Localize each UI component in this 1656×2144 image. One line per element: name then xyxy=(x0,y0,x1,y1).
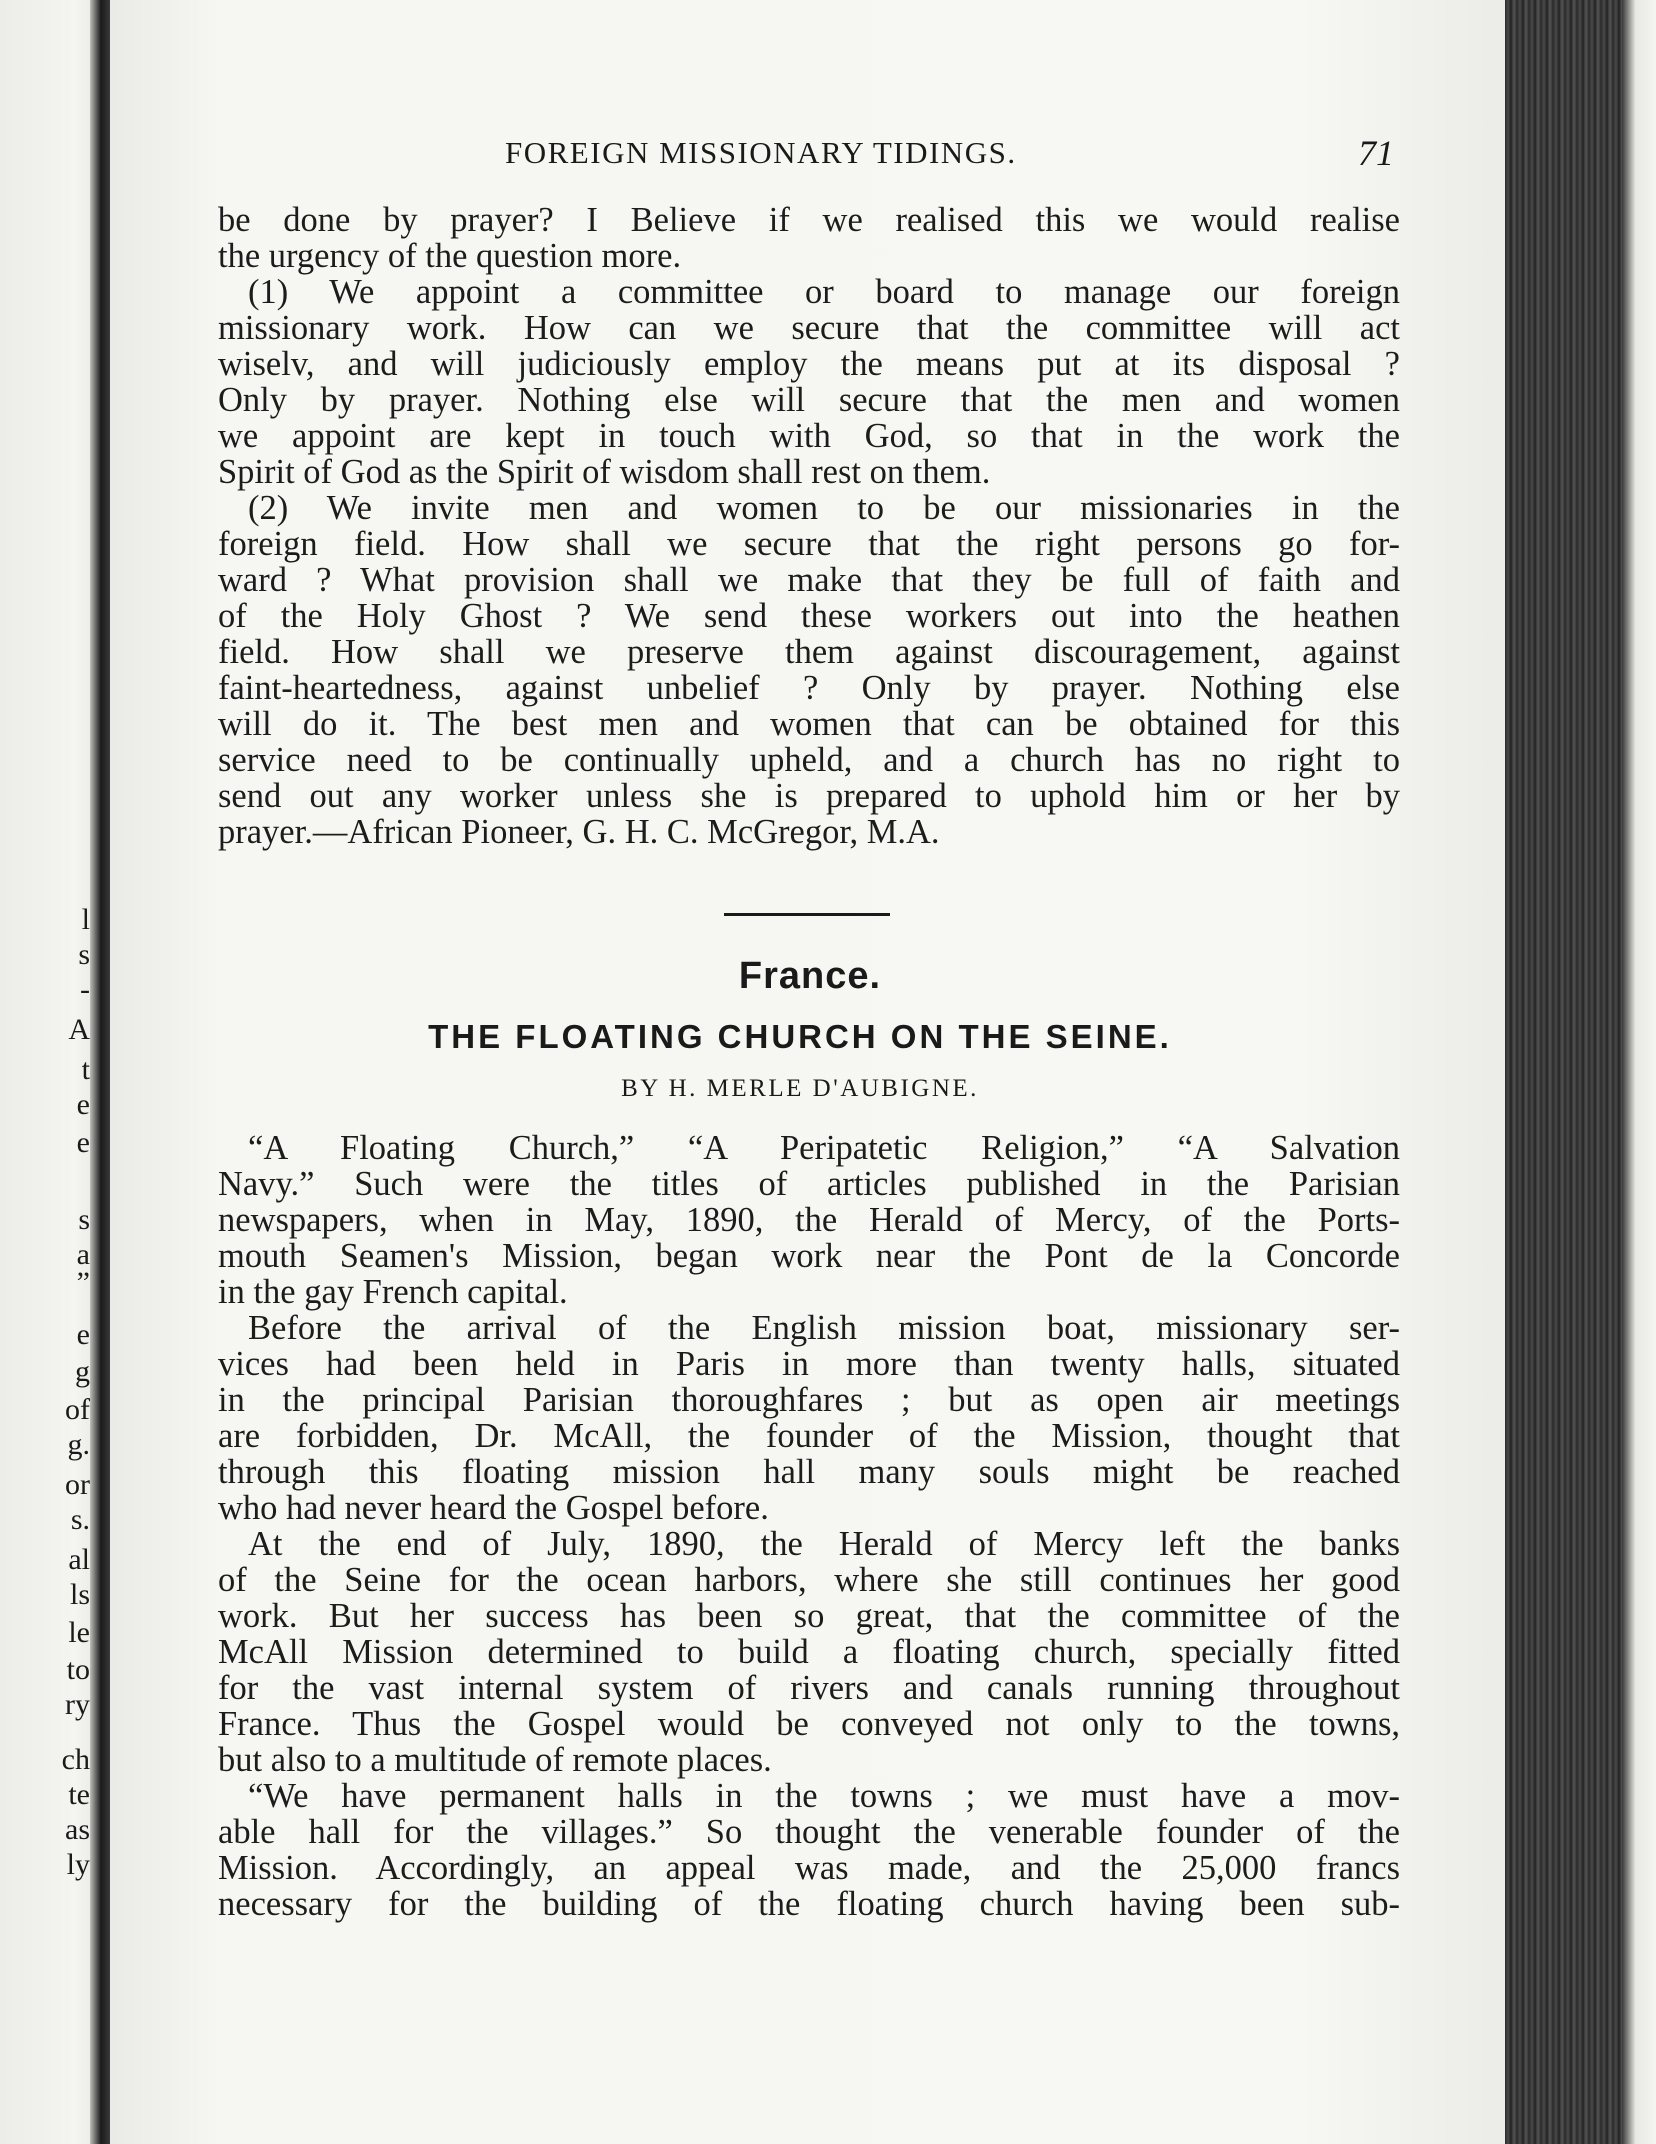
section-title: France. xyxy=(738,955,882,997)
facing-page-fragment: ” xyxy=(76,1266,90,1299)
facing-page-fragment: A xyxy=(68,1013,90,1046)
facing-page-fragment: e xyxy=(76,1126,90,1159)
text-line: Navy.” Such were the titles of articles published in the Parisian xyxy=(218,1165,1400,1203)
facing-page-fragment: ly xyxy=(66,1848,90,1881)
byline: BY H. MERLE D'AUBIGNE. xyxy=(621,1075,979,1102)
text-line: of the Holy Ghost ? We send these workers out into the heathen xyxy=(218,597,1400,635)
text-line: missionary work. How can we secure that the committee will act xyxy=(218,309,1400,347)
facing-page-fragment: g. xyxy=(67,1428,90,1461)
article-title: THE FLOATING CHURCH ON THE SEINE. xyxy=(428,1018,1172,1055)
facing-page-fragment: s. xyxy=(70,1503,90,1536)
text-line: able hall for the villages.” So thought the venerable founder of the xyxy=(218,1813,1400,1851)
facing-page-fragment: to xyxy=(66,1653,90,1686)
text-line: ward ? What provision shall we make that they be full of faith and xyxy=(218,561,1400,599)
facing-page-fragment: of xyxy=(65,1393,90,1426)
text-line: of the Seine for the ocean harbors, where she still continues her good xyxy=(218,1561,1400,1599)
text-line: but also to a multitude of remote places. xyxy=(218,1741,772,1779)
text-line: mouth Seamen's Mission, began work near the Pont de la Concorde xyxy=(218,1237,1400,1275)
facing-page-fragment: g xyxy=(75,1355,90,1388)
text-line: field. How shall we preserve them against discouragement, against xyxy=(218,633,1400,671)
facing-page-fragment: or xyxy=(65,1468,90,1501)
text-line: Before the arrival of the English mission boat, missionary ser- xyxy=(248,1309,1400,1347)
text-line: through this floating mission hall many souls might be reached xyxy=(218,1453,1400,1491)
text-line: wiselv, and will judiciously employ the means put at its disposal ? xyxy=(218,345,1400,383)
facing-page-fragment: e xyxy=(76,1318,90,1351)
text-line: “We have permanent halls in the towns ; we must have a mov- xyxy=(248,1777,1400,1815)
text-line: the urgency of the question more. xyxy=(218,237,682,275)
text-line: At the end of July, 1890, the Herald of Mercy left the banks xyxy=(248,1525,1400,1563)
facing-page-fragment: l xyxy=(81,903,90,936)
text-line: “A Floating Church,” “A Peripatetic Religion,” “A Salvation xyxy=(248,1129,1400,1167)
facing-page-fragment: e xyxy=(76,1088,90,1121)
facing-page-fragment: ch xyxy=(61,1743,90,1776)
text-line: Spirit of God as the Spirit of wisdom shall rest on them. xyxy=(218,453,991,491)
text-line: (1) We appoint a committee or board to manage our foreign xyxy=(248,273,1400,311)
facing-page-fragment: s xyxy=(78,1203,90,1236)
book-gutter xyxy=(90,0,110,2144)
text-line: in the gay French capital. xyxy=(218,1273,568,1311)
facing-page-fragment: ry xyxy=(65,1688,90,1721)
section-divider xyxy=(724,913,890,916)
text-line: will do it. The best men and women that can be obtained for this xyxy=(218,705,1400,743)
text-line: we appoint are kept in touch with God, so that in the work the xyxy=(218,417,1400,455)
text-line: (2) We invite men and women to be our missionaries in the xyxy=(248,489,1400,527)
text-line: vices had been held in Paris in more than twenty halls, situated xyxy=(218,1345,1400,1383)
facing-page-fragment: as xyxy=(65,1813,90,1846)
text-line: service need to be continually upheld, and a church has no right to xyxy=(218,741,1400,779)
text-line: newspapers, when in May, 1890, the Herald of Mercy, of the Ports- xyxy=(218,1201,1400,1239)
facing-page-fragment: s xyxy=(78,938,90,971)
text-line: for the vast internal system of rivers and canals running throughout xyxy=(218,1669,1400,1707)
facing-page-fragment: te xyxy=(68,1778,90,1811)
text-line: in the principal Parisian thoroughfares ; but as open air meetings xyxy=(218,1381,1400,1419)
text-line: France. Thus the Gospel would be conveyed not only to the towns, xyxy=(218,1705,1400,1743)
text-line: Only by prayer. Nothing else will secure that the men and women xyxy=(218,381,1400,419)
facing-page-fragment: ls xyxy=(69,1578,90,1611)
facing-page-fragment: a xyxy=(76,1238,90,1271)
facing-page-fragment: al xyxy=(68,1543,90,1576)
page-number: 71 xyxy=(1358,133,1394,173)
text-line: prayer.—African Pioneer, G. H. C. McGregor, M.A. xyxy=(218,813,940,851)
text-line: send out any worker unless she is prepared to uphold him or her by xyxy=(218,777,1400,815)
background-edge xyxy=(1622,0,1656,2144)
text-line: foreign field. How shall we secure that the right persons go for- xyxy=(218,525,1400,563)
text-line: work. But her success has been so great, that the committee of the xyxy=(218,1597,1400,1635)
text-line: McAll Mission determined to build a floating church, specially fitted xyxy=(218,1633,1400,1671)
facing-page-fragment: le xyxy=(68,1616,90,1649)
text-line: Mission. Accordingly, an appeal was made, and the 25,000 francs xyxy=(218,1849,1400,1887)
facing-page-fragment: - xyxy=(80,973,90,1006)
running-head: FOREIGN MISSIONARY TIDINGS. xyxy=(505,135,1017,170)
facing-page-fragment: t xyxy=(81,1053,90,1086)
text-line: who had never heard the Gospel before. xyxy=(218,1489,769,1527)
text-line: be done by prayer? I Believe if we realised this we would realise xyxy=(218,201,1400,239)
text-line: necessary for the building of the floating church having been sub- xyxy=(218,1885,1400,1923)
text-line: are forbidden, Dr. McAll, the founder of the Mission, thought that xyxy=(218,1417,1400,1455)
text-line: faint-heartedness, against unbelief ? Only by prayer. Nothing else xyxy=(218,669,1400,707)
